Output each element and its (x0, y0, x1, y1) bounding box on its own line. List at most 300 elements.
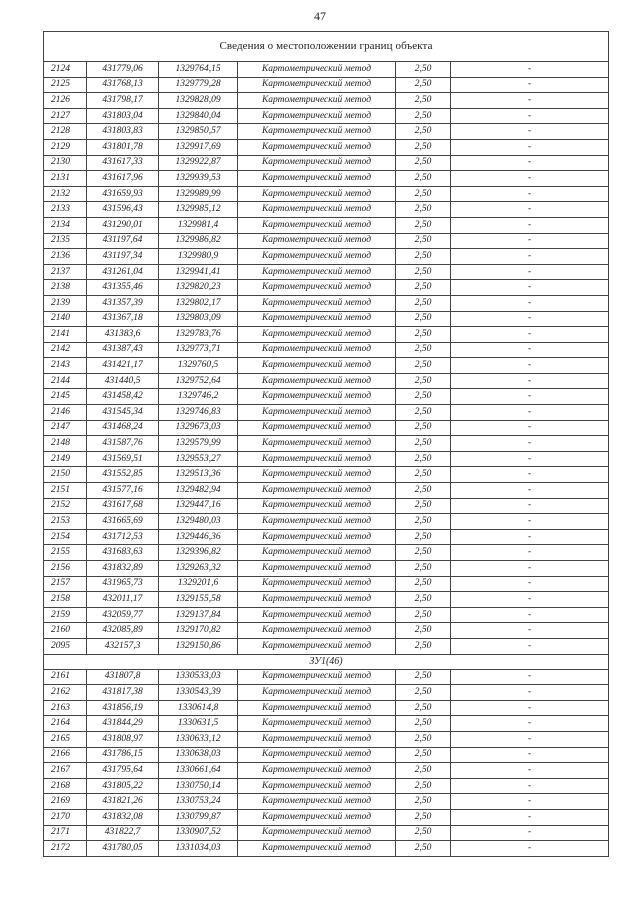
x-coordinate-cell: 431683,63 (87, 545, 159, 561)
point-number-cell: 2131 (44, 171, 87, 187)
accuracy-cell: 2,50 (396, 716, 451, 732)
y-coordinate-cell: 1329482,94 (159, 483, 238, 499)
extra-cell: - (451, 264, 609, 280)
method-cell: Картометрический метод (238, 467, 396, 483)
method-cell: Картометрический метод (238, 794, 396, 810)
x-coordinate-cell: 431357,39 (87, 295, 159, 311)
method-cell: Картометрический метод (238, 483, 396, 499)
method-cell: Картометрический метод (238, 451, 396, 467)
accuracy-cell: 2,50 (396, 202, 451, 218)
x-coordinate-cell: 431421,17 (87, 358, 159, 374)
method-cell: Картометрический метод (238, 358, 396, 374)
y-coordinate-cell: 1330631,5 (159, 716, 238, 732)
extra-cell: - (451, 623, 609, 639)
accuracy-cell: 2,50 (396, 77, 451, 93)
y-coordinate-cell: 1329922,87 (159, 155, 238, 171)
x-coordinate-cell: 431587,76 (87, 436, 159, 452)
accuracy-cell: 2,50 (396, 794, 451, 810)
x-coordinate-cell: 432157,3 (87, 638, 159, 654)
y-coordinate-cell: 1329773,71 (159, 342, 238, 358)
boundary-table-frame (43, 31, 608, 857)
point-number-cell: 2152 (44, 498, 87, 514)
extra-cell: - (451, 155, 609, 171)
accuracy-cell: 2,50 (396, 171, 451, 187)
method-cell: Картометрический метод (238, 327, 396, 343)
x-coordinate-cell: 431832,08 (87, 809, 159, 825)
method-cell: Картометрический метод (238, 685, 396, 701)
extra-cell: - (451, 217, 609, 233)
table-row (44, 809, 609, 825)
x-coordinate-cell: 431817,38 (87, 685, 159, 701)
table-row (44, 108, 609, 124)
method-cell: Картометрический метод (238, 561, 396, 577)
method-cell: Картометрический метод (238, 217, 396, 233)
table-row (44, 311, 609, 327)
point-number-cell: 2147 (44, 420, 87, 436)
table-row (44, 124, 609, 140)
extra-cell: - (451, 731, 609, 747)
accuracy-cell: 2,50 (396, 373, 451, 389)
table-row (44, 825, 609, 841)
extra-cell: - (451, 825, 609, 841)
extra-cell: - (451, 249, 609, 265)
table-row (44, 467, 609, 483)
method-cell: Картометрический метод (238, 420, 396, 436)
extra-cell: - (451, 763, 609, 779)
x-coordinate-cell: 431803,04 (87, 108, 159, 124)
point-number-cell: 2136 (44, 249, 87, 265)
point-number-cell: 2157 (44, 576, 87, 592)
extra-cell: - (451, 186, 609, 202)
accuracy-cell: 2,50 (396, 669, 451, 685)
y-coordinate-cell: 1329752,64 (159, 373, 238, 389)
point-number-cell: 2172 (44, 841, 87, 857)
accuracy-cell: 2,50 (396, 217, 451, 233)
extra-cell: - (451, 669, 609, 685)
accuracy-cell: 2,50 (396, 638, 451, 654)
y-coordinate-cell: 1330533,03 (159, 669, 238, 685)
method-cell: Картометрический метод (238, 202, 396, 218)
x-coordinate-cell: 431822,7 (87, 825, 159, 841)
point-number-cell: 2153 (44, 514, 87, 530)
point-number-cell: 2158 (44, 592, 87, 608)
x-coordinate-cell: 431569,51 (87, 451, 159, 467)
x-coordinate-cell: 431197,34 (87, 249, 159, 265)
y-coordinate-cell: 1329986,82 (159, 233, 238, 249)
method-cell: Картометрический метод (238, 171, 396, 187)
y-coordinate-cell: 1330614,8 (159, 700, 238, 716)
y-coordinate-cell: 1329941,41 (159, 264, 238, 280)
accuracy-cell: 2,50 (396, 809, 451, 825)
y-coordinate-cell: 1329803,09 (159, 311, 238, 327)
accuracy-cell: 2,50 (396, 342, 451, 358)
x-coordinate-cell: 431780,05 (87, 841, 159, 857)
accuracy-cell: 2,50 (396, 264, 451, 280)
point-number-cell: 2161 (44, 669, 87, 685)
table-row (44, 202, 609, 218)
x-coordinate-cell: 431383,6 (87, 327, 159, 343)
table-row (44, 264, 609, 280)
extra-cell: - (451, 467, 609, 483)
table-row (44, 327, 609, 343)
table-row (44, 638, 609, 654)
accuracy-cell: 2,50 (396, 451, 451, 467)
y-coordinate-cell: 1329553,27 (159, 451, 238, 467)
method-cell: Картометрический метод (238, 576, 396, 592)
accuracy-cell: 2,50 (396, 592, 451, 608)
method-cell: Картометрический метод (238, 280, 396, 296)
method-cell: Картометрический метод (238, 763, 396, 779)
point-number-cell: 2160 (44, 623, 87, 639)
x-coordinate-cell: 431440,5 (87, 373, 159, 389)
extra-cell: - (451, 685, 609, 701)
x-coordinate-cell: 431712,53 (87, 529, 159, 545)
accuracy-cell: 2,50 (396, 623, 451, 639)
y-coordinate-cell: 1329579,99 (159, 436, 238, 452)
y-coordinate-cell: 1330638,03 (159, 747, 238, 763)
y-coordinate-cell: 1329396,82 (159, 545, 238, 561)
point-number-cell: 2126 (44, 93, 87, 109)
accuracy-cell: 2,50 (396, 467, 451, 483)
extra-cell: - (451, 389, 609, 405)
table-row (44, 841, 609, 857)
accuracy-cell: 2,50 (396, 139, 451, 155)
extra-cell: - (451, 716, 609, 732)
y-coordinate-cell: 1330543,39 (159, 685, 238, 701)
method-cell: Картометрический метод (238, 592, 396, 608)
x-coordinate-cell: 432011,17 (87, 592, 159, 608)
table-row (44, 623, 609, 639)
point-number-cell: 2125 (44, 77, 87, 93)
accuracy-cell: 2,50 (396, 420, 451, 436)
x-coordinate-cell: 431844,29 (87, 716, 159, 732)
extra-cell: - (451, 233, 609, 249)
method-cell: Картометрический метод (238, 778, 396, 794)
method-cell: Картометрический метод (238, 373, 396, 389)
method-cell: Картометрический метод (238, 607, 396, 623)
point-number-cell: 2124 (44, 62, 87, 78)
method-cell: Картометрический метод (238, 436, 396, 452)
table-row (44, 420, 609, 436)
table-title-row (44, 32, 609, 62)
accuracy-cell: 2,50 (396, 93, 451, 109)
table-row (44, 451, 609, 467)
method-cell: Картометрический метод (238, 139, 396, 155)
point-number-cell: 2163 (44, 700, 87, 716)
x-coordinate-cell: 431807,8 (87, 669, 159, 685)
extra-cell: - (451, 108, 609, 124)
x-coordinate-cell: 431965,73 (87, 576, 159, 592)
x-coordinate-cell: 431617,96 (87, 171, 159, 187)
y-coordinate-cell: 1329828,09 (159, 93, 238, 109)
accuracy-cell: 2,50 (396, 155, 451, 171)
accuracy-cell: 2,50 (396, 607, 451, 623)
point-number-cell: 2164 (44, 716, 87, 732)
point-number-cell: 2139 (44, 295, 87, 311)
accuracy-cell: 2,50 (396, 545, 451, 561)
y-coordinate-cell: 1329939,53 (159, 171, 238, 187)
table-row (44, 669, 609, 685)
table-row (44, 436, 609, 452)
y-coordinate-cell: 1329170,82 (159, 623, 238, 639)
method-cell: Картометрический метод (238, 700, 396, 716)
extra-cell: - (451, 280, 609, 296)
x-coordinate-cell: 431197,64 (87, 233, 159, 249)
method-cell: Картометрический метод (238, 514, 396, 530)
table-row (44, 280, 609, 296)
point-number-cell: 2145 (44, 389, 87, 405)
accuracy-cell: 2,50 (396, 841, 451, 857)
extra-cell: - (451, 700, 609, 716)
x-coordinate-cell: 431659,93 (87, 186, 159, 202)
table-row (44, 498, 609, 514)
table-row (44, 700, 609, 716)
extra-cell: - (451, 436, 609, 452)
extra-cell: - (451, 794, 609, 810)
point-number-cell: 2156 (44, 561, 87, 577)
point-number-cell: 2170 (44, 809, 87, 825)
table-row (44, 763, 609, 779)
extra-cell: - (451, 529, 609, 545)
x-coordinate-cell: 431290,01 (87, 217, 159, 233)
y-coordinate-cell: 1329760,5 (159, 358, 238, 374)
point-number-cell: 2095 (44, 638, 87, 654)
accuracy-cell: 2,50 (396, 327, 451, 343)
extra-cell: - (451, 545, 609, 561)
y-coordinate-cell: 1331034,03 (159, 841, 238, 857)
table-row (44, 685, 609, 701)
point-number-cell: 2154 (44, 529, 87, 545)
x-coordinate-cell: 431805,22 (87, 778, 159, 794)
accuracy-cell: 2,50 (396, 249, 451, 265)
method-cell: Картометрический метод (238, 186, 396, 202)
method-cell: Картометрический метод (238, 389, 396, 405)
y-coordinate-cell: 1329746,83 (159, 405, 238, 421)
x-coordinate-cell: 431577,16 (87, 483, 159, 499)
y-coordinate-cell: 1329989,99 (159, 186, 238, 202)
extra-cell: - (451, 592, 609, 608)
point-number-cell: 2137 (44, 264, 87, 280)
y-coordinate-cell: 1330753,24 (159, 794, 238, 810)
y-coordinate-cell: 1330799,87 (159, 809, 238, 825)
table-row (44, 139, 609, 155)
y-coordinate-cell: 1329779,28 (159, 77, 238, 93)
method-cell: Картометрический метод (238, 155, 396, 171)
method-cell: Картометрический метод (238, 623, 396, 639)
extra-cell: - (451, 561, 609, 577)
accuracy-cell: 2,50 (396, 62, 451, 78)
accuracy-cell: 2,50 (396, 124, 451, 140)
method-cell: Картометрический метод (238, 264, 396, 280)
point-number-cell: 2146 (44, 405, 87, 421)
y-coordinate-cell: 1329513,36 (159, 467, 238, 483)
x-coordinate-cell: 431596,43 (87, 202, 159, 218)
page-number: 47 (314, 9, 326, 23)
point-number-cell: 2130 (44, 155, 87, 171)
table-row (44, 747, 609, 763)
y-coordinate-cell: 1329985,12 (159, 202, 238, 218)
accuracy-cell: 2,50 (396, 700, 451, 716)
table-row (44, 249, 609, 265)
extra-cell: - (451, 358, 609, 374)
accuracy-cell: 2,50 (396, 358, 451, 374)
x-coordinate-cell: 431856,19 (87, 700, 159, 716)
table-row (44, 545, 609, 561)
method-cell: Картометрический метод (238, 545, 396, 561)
y-coordinate-cell: 1329155,58 (159, 592, 238, 608)
extra-cell: - (451, 295, 609, 311)
section-label: ЗУ1(46) (44, 654, 609, 669)
y-coordinate-cell: 1329980,9 (159, 249, 238, 265)
table-row (44, 561, 609, 577)
x-coordinate-cell: 431665,69 (87, 514, 159, 530)
y-coordinate-cell: 1329820,23 (159, 280, 238, 296)
accuracy-cell: 2,50 (396, 389, 451, 405)
table-row (44, 778, 609, 794)
point-number-cell: 2140 (44, 311, 87, 327)
extra-cell: - (451, 62, 609, 78)
y-coordinate-cell: 1329981,4 (159, 217, 238, 233)
extra-cell: - (451, 809, 609, 825)
y-coordinate-cell: 1329840,04 (159, 108, 238, 124)
method-cell: Картометрический метод (238, 249, 396, 265)
accuracy-cell: 2,50 (396, 483, 451, 499)
table-row (44, 233, 609, 249)
extra-cell: - (451, 841, 609, 857)
table-row (44, 592, 609, 608)
point-number-cell: 2171 (44, 825, 87, 841)
extra-cell: - (451, 607, 609, 623)
x-coordinate-cell: 431458,42 (87, 389, 159, 405)
x-coordinate-cell: 431617,68 (87, 498, 159, 514)
table-row (44, 217, 609, 233)
table-row (44, 155, 609, 171)
y-coordinate-cell: 1330633,12 (159, 731, 238, 747)
method-cell: Картометрический метод (238, 108, 396, 124)
x-coordinate-cell: 431798,17 (87, 93, 159, 109)
y-coordinate-cell: 1329917,69 (159, 139, 238, 155)
y-coordinate-cell: 1329480,03 (159, 514, 238, 530)
accuracy-cell: 2,50 (396, 561, 451, 577)
point-number-cell: 2143 (44, 358, 87, 374)
table-row (44, 77, 609, 93)
table-row (44, 607, 609, 623)
extra-cell: - (451, 778, 609, 794)
method-cell: Картометрический метод (238, 62, 396, 78)
extra-cell: - (451, 498, 609, 514)
extra-cell: - (451, 93, 609, 109)
accuracy-cell: 2,50 (396, 186, 451, 202)
extra-cell: - (451, 327, 609, 343)
point-number-cell: 2148 (44, 436, 87, 452)
y-coordinate-cell: 1329446,36 (159, 529, 238, 545)
accuracy-cell: 2,50 (396, 108, 451, 124)
method-cell: Картометрический метод (238, 311, 396, 327)
extra-cell: - (451, 139, 609, 155)
accuracy-cell: 2,50 (396, 747, 451, 763)
method-cell: Картометрический метод (238, 342, 396, 358)
extra-cell: - (451, 576, 609, 592)
accuracy-cell: 2,50 (396, 295, 451, 311)
x-coordinate-cell: 431468,24 (87, 420, 159, 436)
point-number-cell: 2141 (44, 327, 87, 343)
x-coordinate-cell: 431768,13 (87, 77, 159, 93)
extra-cell: - (451, 451, 609, 467)
y-coordinate-cell: 1330661,64 (159, 763, 238, 779)
method-cell: Картометрический метод (238, 731, 396, 747)
table-row (44, 171, 609, 187)
y-coordinate-cell: 1329201,6 (159, 576, 238, 592)
method-cell: Картометрический метод (238, 825, 396, 841)
table-row (44, 514, 609, 530)
x-coordinate-cell: 431832,89 (87, 561, 159, 577)
accuracy-cell: 2,50 (396, 311, 451, 327)
x-coordinate-cell: 431367,18 (87, 311, 159, 327)
y-coordinate-cell: 1329150,86 (159, 638, 238, 654)
point-number-cell: 2155 (44, 545, 87, 561)
y-coordinate-cell: 1329850,57 (159, 124, 238, 140)
y-coordinate-cell: 1329746,2 (159, 389, 238, 405)
x-coordinate-cell: 431801,78 (87, 139, 159, 155)
y-coordinate-cell: 1329137,84 (159, 607, 238, 623)
extra-cell: - (451, 747, 609, 763)
table-row (44, 483, 609, 499)
point-number-cell: 2165 (44, 731, 87, 747)
x-coordinate-cell: 431261,04 (87, 264, 159, 280)
x-coordinate-cell: 431545,34 (87, 405, 159, 421)
point-number-cell: 2138 (44, 280, 87, 296)
extra-cell: - (451, 77, 609, 93)
method-cell: Картометрический метод (238, 93, 396, 109)
extra-cell: - (451, 638, 609, 654)
method-cell: Картометрический метод (238, 747, 396, 763)
point-number-cell: 2134 (44, 217, 87, 233)
accuracy-cell: 2,50 (396, 529, 451, 545)
table-row (44, 358, 609, 374)
accuracy-cell: 2,50 (396, 576, 451, 592)
accuracy-cell: 2,50 (396, 280, 451, 296)
table-row (44, 93, 609, 109)
point-number-cell: 2149 (44, 451, 87, 467)
point-number-cell: 2133 (44, 202, 87, 218)
section-row (44, 654, 609, 669)
y-coordinate-cell: 1329673,03 (159, 420, 238, 436)
table-row (44, 405, 609, 421)
method-cell: Картометрический метод (238, 77, 396, 93)
x-coordinate-cell: 431821,26 (87, 794, 159, 810)
method-cell: Картометрический метод (238, 809, 396, 825)
table-row (44, 576, 609, 592)
table-row (44, 62, 609, 78)
x-coordinate-cell: 431617,33 (87, 155, 159, 171)
extra-cell: - (451, 483, 609, 499)
point-number-cell: 2159 (44, 607, 87, 623)
method-cell: Картометрический метод (238, 716, 396, 732)
accuracy-cell: 2,50 (396, 436, 451, 452)
x-coordinate-cell: 431786,15 (87, 747, 159, 763)
table-title: Сведения о местоположении границ объекта (44, 32, 609, 62)
extra-cell: - (451, 311, 609, 327)
table-row (44, 295, 609, 311)
point-number-cell: 2150 (44, 467, 87, 483)
accuracy-cell: 2,50 (396, 763, 451, 779)
accuracy-cell: 2,50 (396, 514, 451, 530)
accuracy-cell: 2,50 (396, 731, 451, 747)
accuracy-cell: 2,50 (396, 778, 451, 794)
method-cell: Картометрический метод (238, 841, 396, 857)
method-cell: Картометрический метод (238, 638, 396, 654)
y-coordinate-cell: 1329802,17 (159, 295, 238, 311)
